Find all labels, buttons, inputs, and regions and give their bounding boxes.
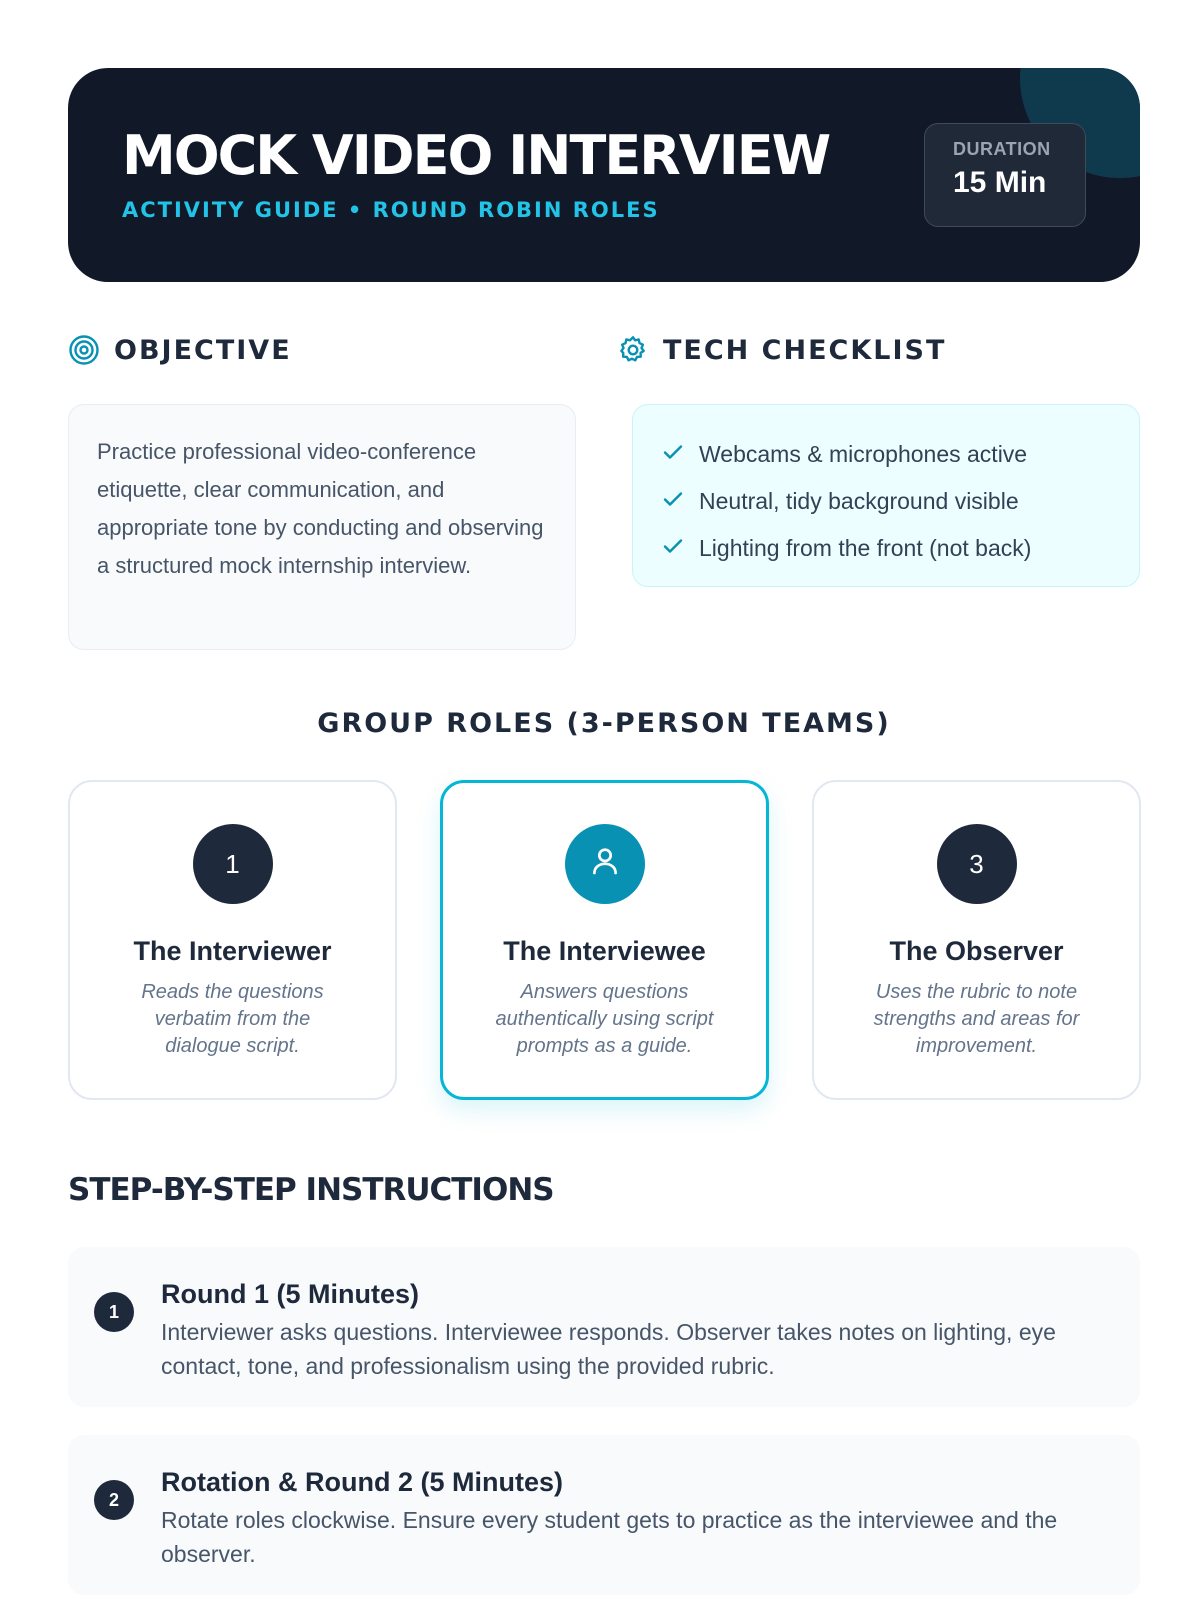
page-title: MOCK VIDEO INTERVIEW xyxy=(122,124,830,187)
check-icon xyxy=(661,440,685,470)
role-number-badge: 3 xyxy=(937,824,1017,904)
step-card xyxy=(68,1435,1140,1595)
user-icon xyxy=(588,844,622,885)
checklist-item xyxy=(661,431,1111,478)
target-icon xyxy=(68,334,100,366)
header-banner xyxy=(68,68,1140,282)
steps-heading: STEP-BY-STEP INSTRUCTIONS xyxy=(68,1172,554,1208)
checklist-item-label: Neutral, tidy background visible xyxy=(699,488,1019,514)
duration-badge xyxy=(924,123,1086,227)
role-icon-badge xyxy=(565,824,645,904)
step-number-badge: 1 xyxy=(94,1292,134,1332)
check-icon xyxy=(661,534,685,564)
step-description: Interviewer asks questions. Interviewee responds. Observer takes notes on lighting, eye contact, tone, and professionalism using the provided rubric. xyxy=(161,1319,1056,1379)
role-description: Reads the questions verbatim from the dialogue script. xyxy=(141,981,324,1057)
duration-label: DURATION xyxy=(953,139,1051,159)
checklist-item xyxy=(661,478,1111,525)
tech-checklist-heading xyxy=(617,334,946,366)
tech-checklist-box xyxy=(632,404,1140,587)
roles-heading: GROUP ROLES (3-PERSON TEAMS) xyxy=(317,708,891,739)
step-description: Rotate roles clockwise. Ensure every student gets to practice as the interviewee and the observer. xyxy=(161,1507,1058,1567)
objective-text: Practice professional video-conference etiquette, clear communication, and appropriate tone by conducting and observing a structured mock internship interview. xyxy=(68,404,576,650)
gear-icon xyxy=(617,334,649,366)
role-name: The Interviewee xyxy=(503,936,706,966)
checklist-item xyxy=(661,525,1111,572)
role-card-interviewer xyxy=(68,780,397,1100)
objective-heading xyxy=(68,334,292,366)
role-card-interviewee xyxy=(440,780,769,1100)
role-card-observer xyxy=(812,780,1141,1100)
role-number-badge: 1 xyxy=(193,824,273,904)
checklist-item-label: Webcams & microphones active xyxy=(699,441,1028,467)
role-description: Uses the rubric to note strengths and areas for improvement. xyxy=(873,981,1080,1057)
step-number-badge: 2 xyxy=(94,1480,134,1520)
step-card xyxy=(68,1247,1140,1407)
objective-heading-label: OBJECTIVE xyxy=(114,334,292,366)
page-subtitle: ACTIVITY GUIDE • ROUND ROBIN ROLES xyxy=(122,198,660,222)
duration-value: 15 Min xyxy=(953,166,1047,199)
step-title: Rotation & Round 2 (5 Minutes) xyxy=(161,1467,563,1497)
tech-checklist-heading-label: TECH CHECKLIST xyxy=(663,334,947,366)
step-title: Round 1 (5 Minutes) xyxy=(161,1279,419,1309)
check-icon xyxy=(661,487,685,517)
role-name: The Interviewer xyxy=(133,936,332,966)
role-description: Answers questions authentically using script prompts as a guide. xyxy=(495,981,714,1057)
checklist-item-label: Lighting from the front (not back) xyxy=(699,535,1032,561)
role-name: The Observer xyxy=(889,936,1064,966)
